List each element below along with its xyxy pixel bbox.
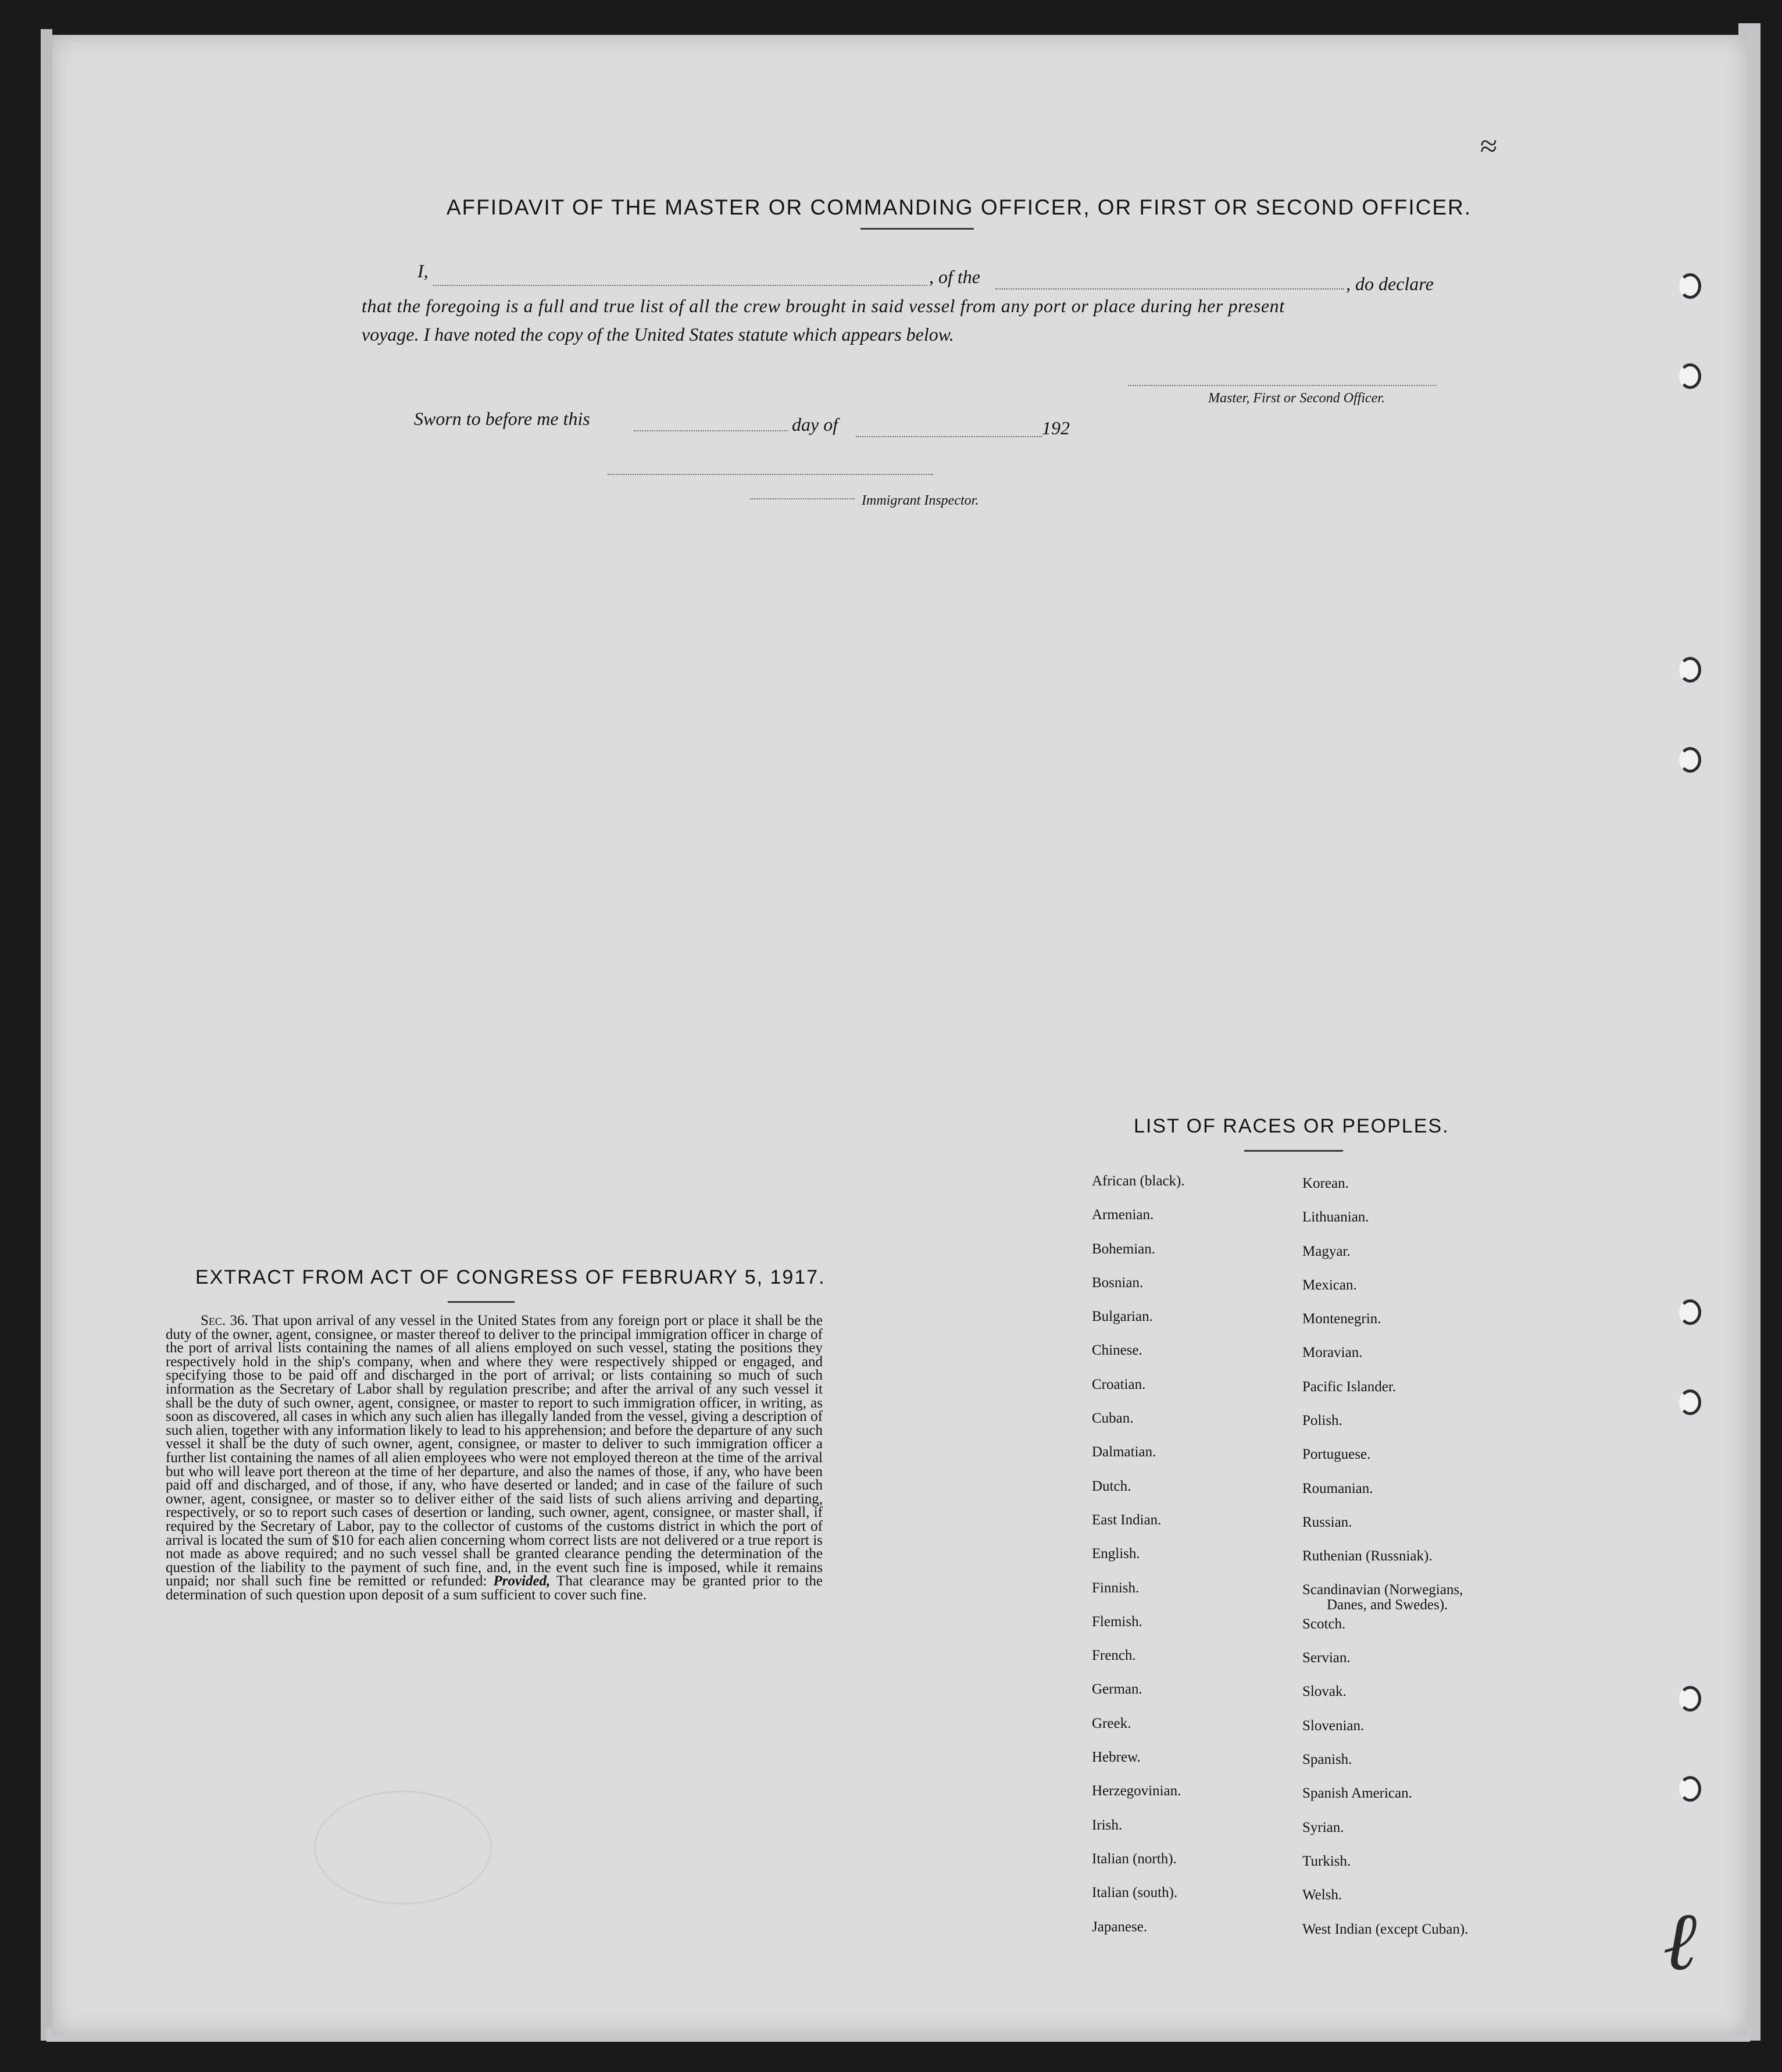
page-edge-left	[41, 29, 52, 2041]
faded-stamp	[314, 1791, 492, 1905]
statute-section: Sec. 36.	[201, 1313, 248, 1328]
race-item: Chinese.	[1092, 1342, 1142, 1359]
race-item: Lithuanian.	[1302, 1209, 1369, 1226]
inspector-caption: Immigrant Inspector.	[862, 493, 979, 508]
race-item: Dutch.	[1092, 1478, 1131, 1494]
affidavit-do-declare: , do declare	[1346, 273, 1434, 294]
affidavit-of-the: , of the	[929, 266, 980, 287]
race-item: Ruthenian (Russniak).	[1302, 1548, 1433, 1564]
race-item: Moravian.	[1302, 1345, 1363, 1361]
race-item: Turkish.	[1302, 1853, 1351, 1869]
sworn-month-line	[856, 436, 1042, 437]
statute-body-a: That upon arrival of any vessel in the United States from any foreign port or place it shall be the duty of the owner, agent, consignee, or master thereof to deliver to the principal immigration officer in charge of the port of arrival lists containing the names of all aliens employed on such vessel, stating the positions they respectively hold in the ship's company, when and where they were respectively shipped or engaged, and specifying those to be paid off and discharged in the port of arrival; or lists containing so much of such information as the Secretary of Labor shall by regulation prescribe; and after the arrival of any such vessel it shall be the duty of such owner, agent, consignee, or master to report to such immigration officer, in writing, as soon as discovered, all cases in which any such alien has illegally landed from the vessel, giving a description of such alien, together with any information likely to lead to his apprehension; and before the departure of any such vessel it shall be the duty of such owner, agent, consignee, or master to deliver to such immigration officer a further list containing the names of all alien employees who were not employed thereon at the time of the arrival but who will leave port thereon at the time of her departure, and also the names of those, if any, who have been paid off and discharged, and of those, if any, who have deserted or landed; and in case of the failure of such owner, agent, consignee, or master so to deliver either of the said lists of such aliens arriving and departing, respectively, or so to report such cases of desertion or landing, such owner, agent, consignee, or master shall, if required by the Secretary of Labor, pay to the collector of customs of the customs district in which the port of arrival is located the sum of $10 for each alien concerning whom correct lists are not delivered or a true report is not made as above required; and no such vessel shall be granted clearance pending the determination of the question of the liability to the payment of such fine, and, in the event such fine is imposed, while it remains unpaid; nor shall such fine be remitted or refunded:	[166, 1313, 823, 1589]
affidavit-title: AFFIDAVIT OF THE MASTER OR COMMANDING OFFICER, OR FIRST OR SECOND OFFICER.	[447, 195, 1472, 219]
race-item: Montenegrin.	[1302, 1311, 1381, 1327]
races-title-rule	[1244, 1150, 1343, 1152]
affidavit-i-label: I,	[417, 260, 428, 281]
races-title: LIST OF RACES OR PEOPLES.	[1134, 1115, 1449, 1137]
race-item: Pacific Islander.	[1302, 1378, 1397, 1395]
race-item: Flemish.	[1092, 1613, 1142, 1630]
race-item: Servian.	[1302, 1650, 1351, 1666]
race-item: Mexican.	[1302, 1277, 1357, 1293]
race-item: West Indian (except Cuban).	[1302, 1921, 1469, 1937]
race-item: Russian.	[1302, 1514, 1352, 1530]
race-item: Dalmatian.	[1092, 1444, 1156, 1460]
statute-body-b: That clearance may be granted prior to the determination of such question upon deposit of a sum sufficient to cover such fine.	[166, 1573, 823, 1603]
race-item: Italian (north).	[1092, 1850, 1177, 1867]
race-item-scandinavian: Scandinavian (Norwegians,	[1302, 1581, 1463, 1598]
races-right-column	[1302, 1176, 1468, 1955]
race-item: Bosnian.	[1092, 1274, 1144, 1291]
binder-hole	[1679, 1299, 1701, 1325]
race-item	[1302, 1582, 1468, 1616]
race-item: Spanish.	[1302, 1752, 1352, 1768]
race-item: East Indian.	[1092, 1512, 1162, 1528]
handwritten-mark: ℓ	[1663, 1897, 1697, 1987]
statute-title-rule	[448, 1301, 515, 1303]
statute-provided: Provided,	[493, 1573, 551, 1589]
race-item: Italian (south).	[1092, 1885, 1178, 1901]
race-item: Slovak.	[1302, 1684, 1347, 1700]
inspector-stamp-line	[608, 474, 933, 475]
vessel-blank-line	[995, 288, 1344, 290]
year-text: 192	[1042, 417, 1070, 438]
statute-text	[166, 1314, 823, 1602]
race-item: Bulgarian.	[1092, 1309, 1153, 1325]
statute-title: EXTRACT FROM ACT OF CONGRESS OF FEBRUARY 5, 1917.	[195, 1266, 826, 1288]
affidavit-line-3: voyage. I have noted the copy of the United States statute which appears below.	[362, 324, 954, 345]
race-item: Cuban.	[1092, 1410, 1134, 1427]
race-item: Bohemian.	[1092, 1241, 1156, 1257]
race-item: Scotch.	[1302, 1616, 1346, 1632]
race-item: Korean.	[1302, 1176, 1349, 1191]
binder-hole	[1679, 363, 1701, 389]
race-item: Greek.	[1092, 1715, 1131, 1731]
race-item: Croatian.	[1092, 1376, 1146, 1392]
race-item: Welsh.	[1302, 1887, 1342, 1903]
race-item: Magyar.	[1302, 1243, 1351, 1259]
binder-hole	[1679, 657, 1701, 683]
binder-hole	[1679, 1389, 1701, 1415]
race-item: Spanish American.	[1302, 1785, 1412, 1802]
race-item: Herzegovinian.	[1092, 1783, 1181, 1799]
corner-stamp-mark: ≈	[1480, 128, 1497, 163]
binder-hole	[1679, 1686, 1701, 1712]
master-signature-line	[1128, 385, 1436, 386]
binder-hole	[1679, 273, 1701, 299]
affidavit-title-rule	[860, 228, 974, 230]
day-of-text: day of	[792, 414, 838, 435]
race-item: Portuguese.	[1302, 1446, 1371, 1463]
race-item: Hebrew.	[1092, 1749, 1141, 1766]
master-caption: Master, First or Second Officer.	[1208, 391, 1385, 406]
race-item: Roumanian.	[1302, 1480, 1373, 1496]
race-item: German.	[1092, 1681, 1142, 1698]
race-item: English.	[1092, 1546, 1140, 1562]
race-item: Polish.	[1302, 1413, 1342, 1429]
race-item: Slovenian.	[1302, 1717, 1365, 1734]
affidavit-line-2: that the foregoing is a full and true list of all the crew brought in said vessel from any port or place during her present	[362, 295, 1285, 316]
binder-hole	[1679, 747, 1701, 773]
race-item: Finnish.	[1092, 1580, 1140, 1596]
race-item: Irish.	[1092, 1817, 1123, 1833]
inspector-signature-line	[750, 498, 855, 499]
sworn-text: Sworn to before me this	[414, 408, 590, 429]
races-left-column	[1092, 1173, 1185, 1953]
race-item: French.	[1092, 1648, 1136, 1664]
race-item: African (black).	[1092, 1173, 1185, 1189]
binder-hole	[1679, 1776, 1701, 1802]
race-item: Syrian.	[1302, 1819, 1344, 1835]
race-item: Armenian.	[1092, 1207, 1154, 1223]
race-item-scandinavian-cont: Danes, and Swedes).	[1327, 1596, 1448, 1613]
name-blank-line	[433, 285, 927, 286]
race-item: Japanese.	[1092, 1919, 1148, 1935]
sworn-day-line	[634, 430, 788, 431]
